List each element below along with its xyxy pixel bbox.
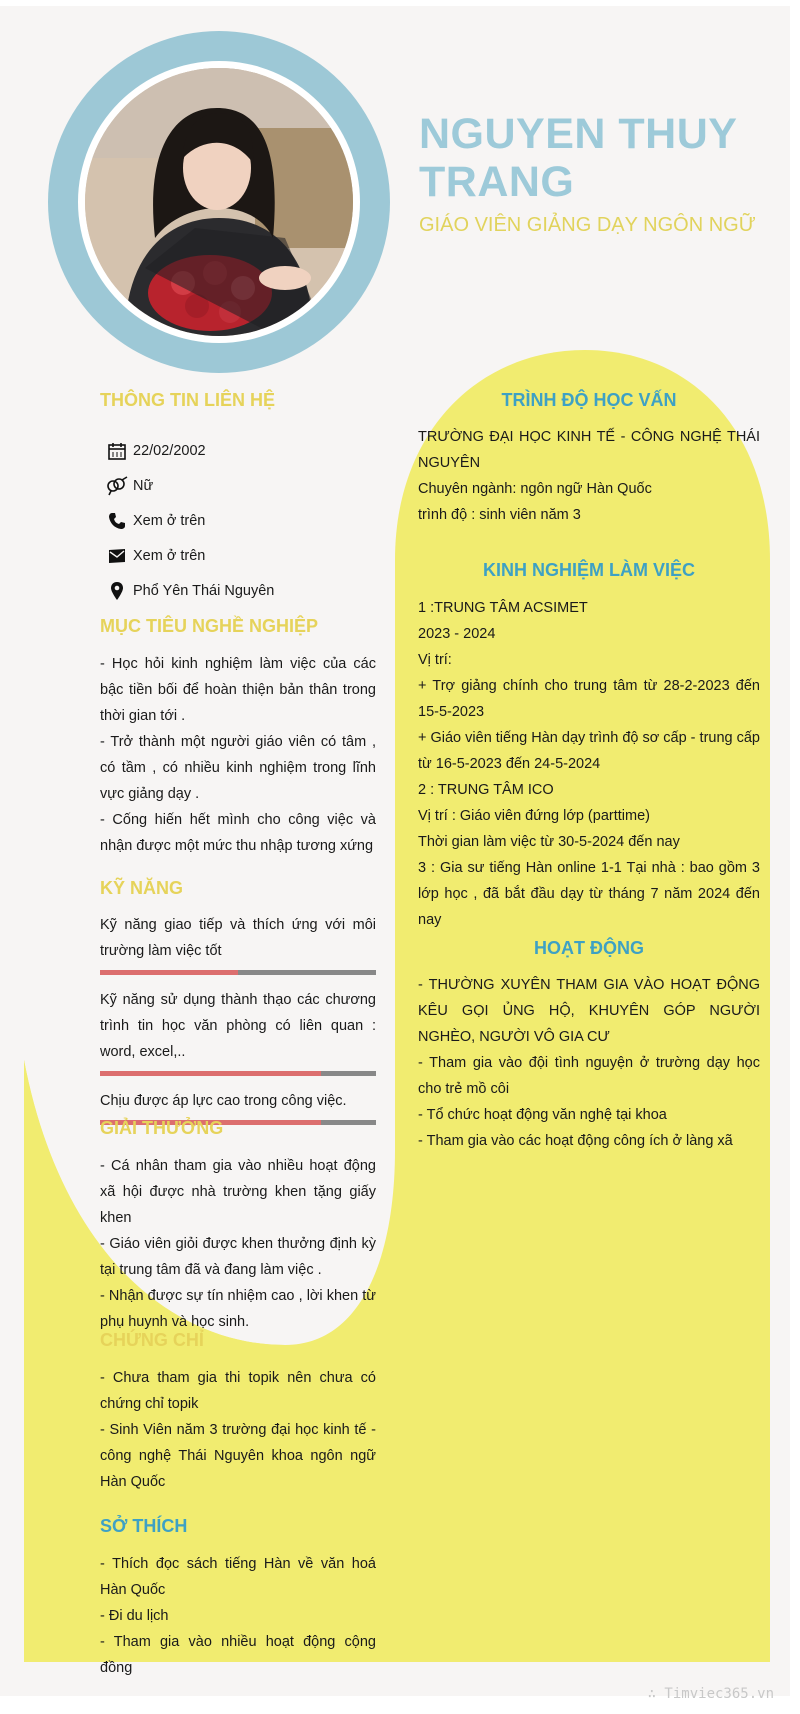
site-watermark: ∴ Timviec365.vn	[647, 1686, 774, 1702]
experience-line: Thời gian làm việc từ 30-5-2024 đến nay	[418, 834, 680, 850]
hobbies-section	[100, 1516, 376, 1681]
skill-text: Chịu được áp lực cao trong công việc.	[100, 1093, 347, 1109]
award-line: - Cá nhân tham gia vào nhiều hoạt động xã hội được nhà trường khen tặng giấy khen	[100, 1158, 376, 1226]
candidate-role: GIÁO VIÊN GIẢNG DẠY NGÔN NGỮ	[419, 214, 756, 236]
activity-line: - Tham gia vào đội tình nguyện ở trường dạy học cho trẻ mồ côi	[418, 1055, 760, 1097]
contact-item-address	[100, 573, 376, 608]
contact-list	[100, 433, 376, 608]
experience-line: + Giáo viên tiếng Hàn dạy trình độ sơ cấp - trung cấp từ 16-5-2023 đến 24-5-2024	[418, 730, 760, 772]
skill-bar	[100, 970, 376, 975]
experience-section	[418, 560, 760, 933]
contact-text: Xem ở trên	[133, 547, 206, 564]
hobby-line: - Đi du lịch	[100, 1608, 169, 1624]
activities-section	[418, 938, 760, 1154]
email-icon	[104, 545, 130, 567]
education-line: TRƯỜNG ĐẠI HỌC KINH TẾ - CÔNG NGHỆ THÁI NGUYÊN	[418, 429, 760, 471]
skill-item	[100, 987, 376, 1076]
skill-text: Kỹ năng giao tiếp và thích ứng với môi trường làm việc tốt	[100, 917, 376, 959]
experience-line: 3 : Gia sư tiếng Hàn online 1-1 Tại nhà : bao gồm 3 lớp học , đã bắt đầu dạy từ tháng 7 năm 2024 đến nay	[418, 860, 760, 928]
contact-item-phone	[100, 503, 376, 538]
experience-title: KINH NGHIỆM LÀM VIỆC	[482, 560, 695, 580]
experience-line: Vị trí : Giáo viên đứng lớp (parttime)	[418, 808, 650, 824]
candidate-name: NGUYEN THUY TRANG	[419, 110, 737, 206]
awards-section	[100, 1118, 376, 1335]
experience-line: Vị trí:	[418, 652, 452, 668]
objective-line: - Học hỏi kinh nghiệm làm việc của các bậc tiền bối để hoàn thiện bản thân trong thời gian tới .	[100, 656, 376, 724]
contact-section-title: THÔNG TIN LIÊN HỆ	[100, 390, 275, 410]
education-line: Chuyên ngành: ngôn ngữ Hàn Quốc	[418, 481, 652, 497]
avatar-illustration	[85, 68, 353, 336]
skills-title: KỸ NĂNG	[100, 878, 184, 898]
award-line: - Giáo viên giỏi được khen thưởng định kỳ tại trung tâm đã và đang làm việc .	[100, 1236, 376, 1278]
contact-item-birthday	[100, 433, 376, 468]
education-line: trình độ : sinh viên năm 3	[418, 507, 581, 523]
skill-bar-fill	[100, 970, 238, 975]
objective-section	[100, 616, 376, 859]
objective-line: - Cống hiến hết mình cho công việc và nhận được một mức thu nhập tương xứng	[100, 812, 376, 854]
experience-line: + Trợ giảng chính cho trung tâm từ 28-2-2023 đến 15-5-2023	[418, 678, 760, 720]
skill-bar	[100, 1071, 376, 1076]
contact-section-title-wrap	[100, 390, 376, 411]
location-icon	[104, 580, 130, 602]
profile-photo	[85, 68, 353, 336]
hobbies-title: SỞ THÍCH	[100, 1516, 188, 1536]
education-section	[418, 390, 760, 528]
activity-line: - Tổ chức hoạt động văn nghệ tại khoa	[418, 1107, 667, 1123]
phone-icon	[104, 510, 130, 532]
objective-line: - Trở thành một người giáo viên có tâm , có tầm , có nhiều kinh nghiệm trong lĩnh vực giảng dạy .	[100, 734, 376, 802]
objective-title: MỤC TIÊU NGHỀ NGHIỆP	[100, 616, 319, 636]
contact-item-email	[100, 538, 376, 573]
certificate-line: - Chưa tham gia thi topik nên chưa có chứng chỉ topik	[100, 1370, 376, 1412]
award-line: - Nhận được sự tín nhiệm cao , lời khen từ phụ huynh và học sinh.	[100, 1288, 376, 1330]
education-title: TRÌNH ĐỘ HỌC VẤN	[501, 390, 677, 410]
activity-line: - THƯỜNG XUYÊN THAM GIA VÀO HOẠT ĐỘNG KÊU GỌI ỦNG HỘ, KHUYÊN GÓP NGƯỜI NGHÈO, NGƯỜI VÔ GIA CƯ	[418, 977, 760, 1045]
skills-section	[100, 878, 376, 1125]
awards-title: GIẢI THƯỞNG	[100, 1118, 224, 1138]
hobby-line: - Tham gia vào nhiều hoạt động cộng đồng	[100, 1634, 376, 1676]
calendar-icon	[104, 440, 130, 462]
certificate-line: - Sinh Viên năm 3 trường đại học kinh tế - công nghệ Thái Nguyên khoa ngôn ngữ Hàn Quốc	[100, 1422, 376, 1490]
skill-text: Kỹ năng sử dụng thành thạo các chương trình tin học văn phòng có liên quan : word, excel,..	[100, 992, 376, 1060]
activities-title: HOẠT ĐỘNG	[534, 938, 644, 958]
contact-text: Phổ Yên Thái Nguyên	[133, 582, 275, 599]
contact-text: Nữ	[133, 477, 154, 494]
profile-photo-frame	[48, 31, 390, 373]
skill-item	[100, 912, 376, 975]
activity-line: - Tham gia vào các hoạt động công ích ở làng xã	[418, 1133, 733, 1149]
experience-line: 2 : TRUNG TÂM ICO	[418, 782, 554, 798]
certificates-title: CHỨNG CHỈ	[100, 1330, 204, 1350]
certificates-section	[100, 1330, 376, 1495]
experience-line: 1 :TRUNG TÂM ACSIMET	[418, 600, 588, 616]
skill-bar-fill	[100, 1071, 321, 1076]
contact-item-gender	[100, 468, 376, 503]
gender-icon	[104, 475, 130, 497]
contact-text: 22/02/2002	[133, 442, 206, 459]
contact-text: Xem ở trên	[133, 512, 206, 529]
hobby-line: - Thích đọc sách tiếng Hàn về văn hoá Hàn Quốc	[100, 1556, 376, 1598]
experience-line: 2023 - 2024	[418, 626, 496, 642]
